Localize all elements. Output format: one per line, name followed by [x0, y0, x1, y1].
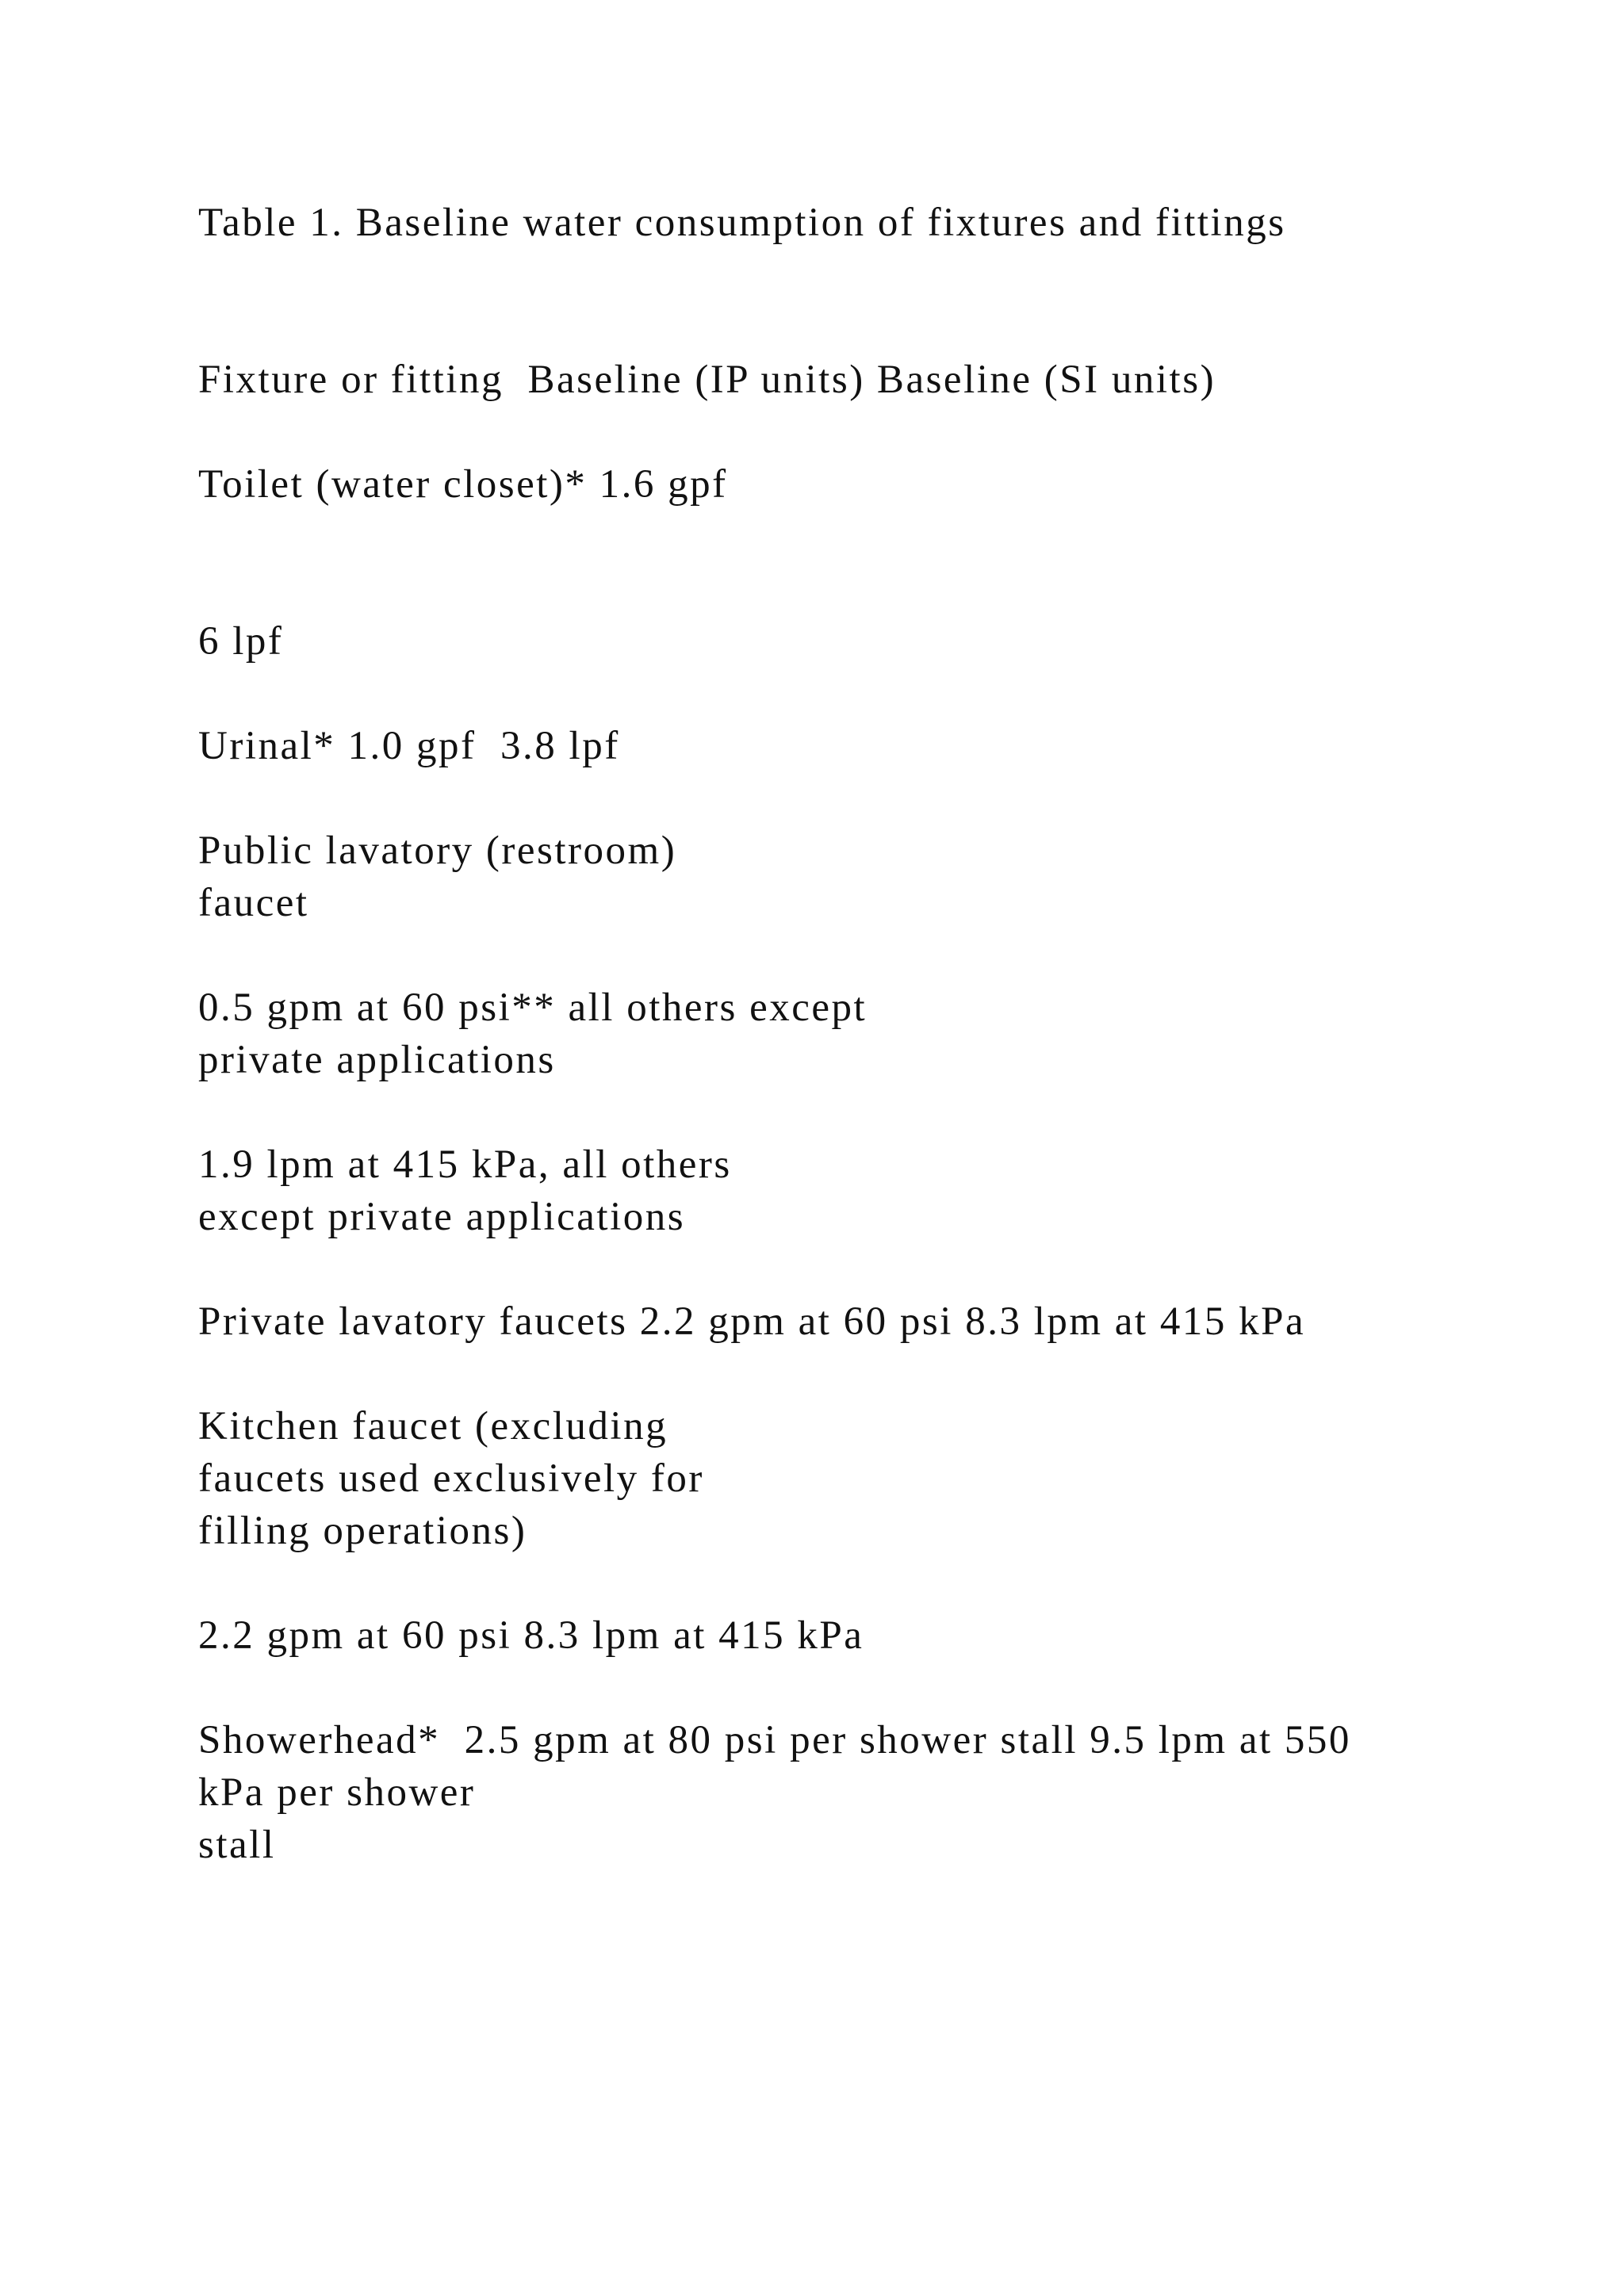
- row-showerhead-1: Showerhead* 2.5 gpm at 80 psi per shower stall 9.5 lpm at 550: [198, 1718, 1351, 1762]
- row-private-lavatory: Private lavatory faucets 2.2 gpm at 60 psi 8.3 lpm at 415 kPa: [198, 1299, 1306, 1344]
- table-title: Table 1. Baseline water consumption of fixtures and fittings: [198, 201, 1286, 245]
- row-toilet-si: 6 lpf: [198, 619, 284, 664]
- row-public-lavatory-si-1: 1.9 lpm at 415 kPa, all others: [198, 1142, 732, 1187]
- table-header-row: Fixture or fitting Baseline (IP units) Baseline (SI units): [198, 358, 1216, 402]
- row-public-lavatory-ip-2: private applications: [198, 1038, 556, 1082]
- row-public-lavatory-si-2: except private applications: [198, 1195, 686, 1239]
- row-public-lavatory-ip-1: 0.5 gpm at 60 psi** all others except: [198, 985, 868, 1030]
- row-kitchen-faucet-label-2: faucets used exclusively for: [198, 1456, 704, 1501]
- row-kitchen-faucet-values: 2.2 gpm at 60 psi 8.3 lpm at 415 kPa: [198, 1613, 864, 1658]
- row-kitchen-faucet-label-3: filling operations): [198, 1509, 527, 1553]
- row-showerhead-3: stall: [198, 1823, 276, 1867]
- row-urinal: Urinal* 1.0 gpf 3.8 lpf: [198, 724, 620, 768]
- row-public-lavatory-label-1: Public lavatory (restroom): [198, 828, 677, 873]
- row-toilet: Toilet (water closet)* 1.6 gpf: [198, 462, 728, 507]
- row-public-lavatory-label-2: faucet: [198, 881, 309, 925]
- row-kitchen-faucet-label-1: Kitchen faucet (excluding: [198, 1404, 668, 1448]
- row-showerhead-2: kPa per shower: [198, 1770, 476, 1815]
